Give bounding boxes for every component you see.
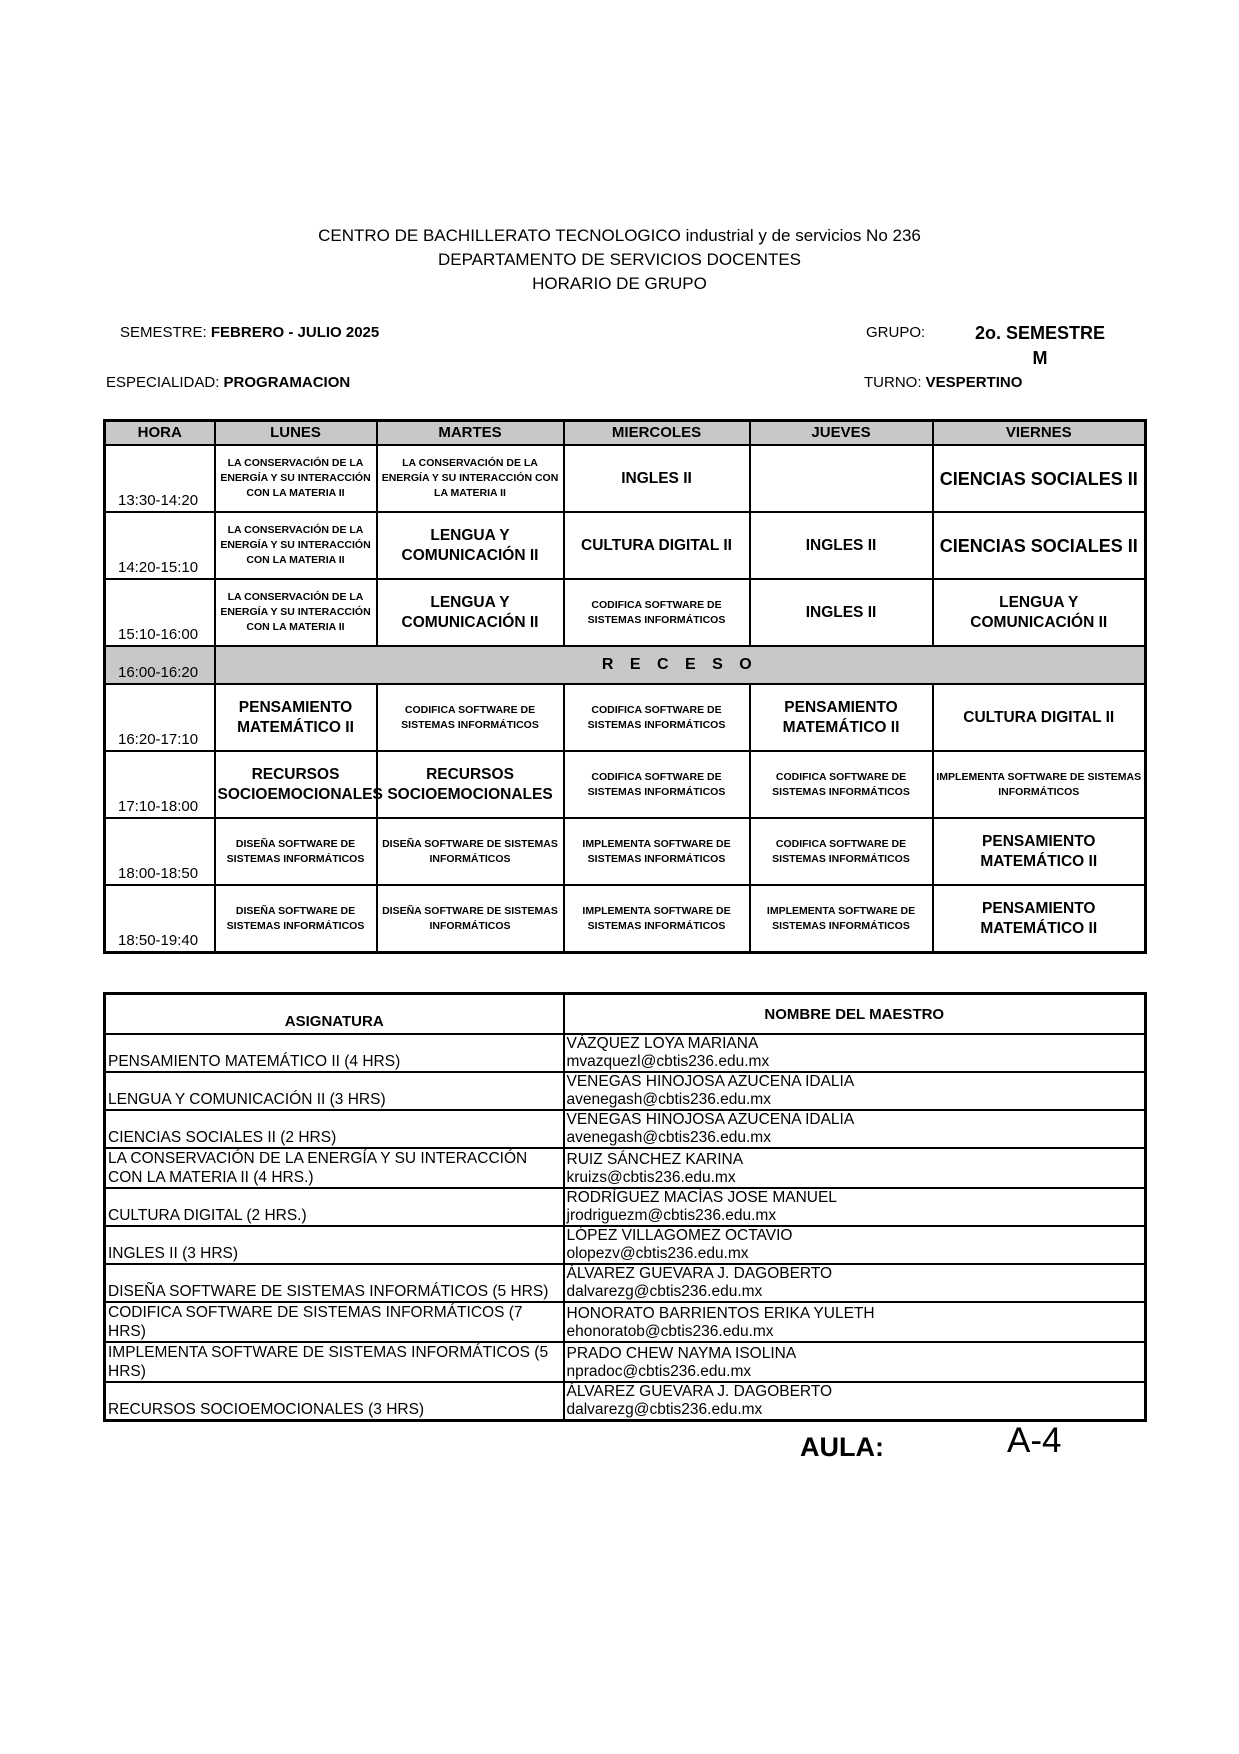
semestre-value: FEBRERO - JULIO 2025 [210,324,380,341]
teacher-cell [564,1382,1146,1421]
class-cell: CODIFICA SOFTWARE DE SISTEMAS INFORMÁTICOS [750,818,933,885]
header-line-2: DEPARTAMENTO DE SERVICIOS DOCENTES [437,250,802,269]
teacher-email: avenegash@cbtis236.edu.mx [566,1129,771,1146]
teacher-name: VENEGAS HINOJOSA AZUCENA IDALIA [566,1111,855,1128]
subject-name: LENGUA Y COMUNICACIÓN II (3 HRS) [105,1072,564,1110]
class-cell: CODIFICA SOFTWARE DE SISTEMAS INFORMÁTICOS [564,579,750,646]
recess-label: R E C E S O [215,646,1146,684]
class-cell: LA CONSERVACIÓN DE LA ENERGÍA Y SU INTERACCIÓN CON LA MATERIA II [215,579,377,646]
semestre-field [120,324,379,342]
class-cell: CIENCIAS SOCIALES II [933,445,1146,512]
teacher-email: npradoc@cbtis236.edu.mx [566,1363,752,1380]
grupo-letter: M [1032,348,1048,368]
class-cell: CIENCIAS SOCIALES II [933,512,1146,579]
class-cell: PENSAMIENTO MATEMÁTICO II [215,684,377,751]
schedule-row [105,512,1146,579]
schedule-row [105,684,1146,751]
turno-field [864,374,1022,392]
subject-name: CIENCIAS SOCIALES II (2 HRS) [105,1110,564,1148]
teacher-email: ehonoratob@cbtis236.edu.mx [566,1323,774,1340]
teacher-cell [564,1148,1146,1188]
subject-name: DISEÑA SOFTWARE DE SISTEMAS INFORMÁTICOS (5 HRS) [105,1264,564,1302]
subject-row [105,1342,1146,1382]
subject-row [105,1302,1146,1342]
grupo-value: 2o. SEMESTRE [974,323,1106,343]
class-cell: LA CONSERVACIÓN DE LA ENERGÍA Y SU INTERACCIÓN CON LA MATERIA II [215,445,377,512]
especialidad-field [106,374,350,392]
class-cell: PENSAMIENTO MATEMÁTICO II [750,684,933,751]
header-miercoles: MIERCOLES [564,421,750,446]
schedule-header-row [105,421,1146,446]
class-cell: INGLES II [750,579,933,646]
header-hora: HORA [105,421,215,446]
teacher-email: avenegash@cbtis236.edu.mx [566,1091,771,1108]
class-cell: INGLES II [750,512,933,579]
header-martes: MARTES [377,421,564,446]
aula-label: AULA: [800,1432,884,1462]
subject-row [105,1148,1146,1188]
subject-row [105,1382,1146,1421]
teacher-name: HONORATO BARRIENTOS ERIKA YULETH [566,1305,875,1322]
teacher-email: kruizs@cbtis236.edu.mx [566,1169,736,1186]
class-cell: LENGUA Y COMUNICACIÓN II [933,579,1146,646]
time-slot: 17:10-18:00 [105,751,215,818]
time-slot: 18:00-18:50 [105,818,215,885]
semestre-label: SEMESTRE: [120,324,207,341]
teacher-name: ÁLVAREZ GUEVARA J. DAGOBERTO [566,1265,833,1282]
time-slot: 14:20-15:10 [105,512,215,579]
teacher-name: RODRÍGUEZ MACÍAS JOSE MANUEL [566,1189,837,1206]
subject-name: PENSAMIENTO MATEMÁTICO II (4 HRS) [105,1034,564,1072]
recess-time: 16:00-16:20 [105,646,215,684]
class-cell: DISEÑA SOFTWARE DE SISTEMAS INFORMÁTICOS [215,885,377,953]
header-line-1: CENTRO DE BACHILLERATO TECNOLOGICO industrial y de servicios No 236 [318,226,921,245]
teacher-name: RUIZ SÁNCHEZ KARINA [566,1151,744,1168]
class-cell: CODIFICA SOFTWARE DE SISTEMAS INFORMÁTICOS [750,751,933,818]
schedule-row [105,885,1146,953]
aula-value: A-4 [1007,1421,1062,1460]
teacher-name: PRADO CHEW NAYMA ISOLINA [566,1345,797,1362]
teacher-email: mvazquezl@cbtis236.edu.mx [566,1053,770,1070]
class-cell: IMPLEMENTA SOFTWARE DE SISTEMAS INFORMÁTICOS [750,885,933,953]
time-slot: 16:20-17:10 [105,684,215,751]
class-cell: PENSAMIENTO MATEMÁTICO II [933,885,1146,953]
class-cell: IMPLEMENTA SOFTWARE DE SISTEMAS INFORMÁTICOS [564,885,750,953]
teacher-email: jrodriguezm@cbtis236.edu.mx [566,1207,777,1224]
subjects-header-row [105,994,1146,1035]
schedule-row [105,579,1146,646]
schedule-table [103,419,1147,954]
class-cell [750,445,933,512]
class-cell: IMPLEMENTA SOFTWARE DE SISTEMAS INFORMÁTICOS [564,818,750,885]
schedule-row [105,751,1146,818]
class-cell: CODIFICA SOFTWARE DE SISTEMAS INFORMÁTICOS [377,684,564,751]
class-cell: CODIFICA SOFTWARE DE SISTEMAS INFORMÁTICOS [564,684,750,751]
class-cell: PENSAMIENTO MATEMÁTICO II [933,818,1146,885]
subject-name: RECURSOS SOCIOEMOCIONALES (3 HRS) [105,1382,564,1421]
time-slot: 18:50-19:40 [105,885,215,953]
class-cell: LENGUA Y COMUNICACIÓN II [377,512,564,579]
teacher-cell [564,1072,1146,1110]
recess-row [105,646,1146,684]
teacher-name: LÓPEZ VILLAGOMEZ OCTAVIO [566,1227,793,1244]
class-cell: RECURSOS SOCIOEMOCIONALES [377,751,564,818]
subjects-table [103,992,1147,1422]
header-viernes: VIERNES [933,421,1146,446]
class-cell: CULTURA DIGITAL II [933,684,1146,751]
subject-name: CULTURA DIGITAL (2 HRS.) [105,1188,564,1226]
turno-label: TURNO: [864,374,922,391]
class-cell: LA CONSERVACIÓN DE LA ENERGÍA Y SU INTERACCIÓN CON LA MATERIA II [215,512,377,579]
especialidad-value: PROGRAMACION [223,374,351,391]
class-cell: DISEÑA SOFTWARE DE SISTEMAS INFORMÁTICOS [215,818,377,885]
class-cell: IMPLEMENTA SOFTWARE DE SISTEMAS INFORMÁTICOS [933,751,1146,818]
teacher-cell [564,1226,1146,1264]
turno-value: VESPERTINO [925,374,1023,391]
class-cell: DISEÑA SOFTWARE DE SISTEMAS INFORMÁTICOS [377,885,564,953]
especialidad-label: ESPECIALIDAD: [106,374,220,391]
teacher-email: dalvarezg@cbtis236.edu.mx [566,1283,763,1300]
subject-row [105,1110,1146,1148]
class-cell: INGLES II [564,445,750,512]
header-lunes: LUNES [215,421,377,446]
teacher-name: ÁLVAREZ GUEVARA J. DAGOBERTO [566,1383,833,1400]
time-slot: 15:10-16:00 [105,579,215,646]
teacher-cell [564,1264,1146,1302]
schedule-row [105,818,1146,885]
class-cell: RECURSOS SOCIOEMOCIONALES [215,751,377,818]
teacher-cell [564,1188,1146,1226]
teacher-cell [564,1342,1146,1382]
subject-name: CODIFICA SOFTWARE DE SISTEMAS INFORMÁTICOS (7 HRS) [105,1302,564,1342]
subject-row [105,1226,1146,1264]
header-asignatura: ASIGNATURA [105,994,564,1035]
class-cell: LENGUA Y COMUNICACIÓN II [377,579,564,646]
grupo-label: GRUPO: [866,324,926,341]
subject-name: LA CONSERVACIÓN DE LA ENERGÍA Y SU INTERACCIÓN CON LA MATERIA II (4 HRS.) [105,1148,564,1188]
header-jueves: JUEVES [750,421,933,446]
teacher-cell [564,1110,1146,1148]
teacher-email: olopezv@cbtis236.edu.mx [566,1245,749,1262]
subject-name: IMPLEMENTA SOFTWARE DE SISTEMAS INFORMÁTICOS (5 HRS) [105,1342,564,1382]
class-cell: CODIFICA SOFTWARE DE SISTEMAS INFORMÁTICOS [564,751,750,818]
subject-row [105,1034,1146,1072]
schedule-row [105,445,1146,512]
teacher-name: VÁZQUEZ LOYA MARIANA [566,1035,759,1052]
subject-row [105,1072,1146,1110]
class-cell: LA CONSERVACIÓN DE LA ENERGÍA Y SU INTERACCIÓN CON LA MATERIA II [377,445,564,512]
subject-row [105,1264,1146,1302]
teacher-cell [564,1034,1146,1072]
header-nombre-maestro: NOMBRE DEL MAESTRO [564,994,1146,1035]
subject-name: INGLES II (3 HRS) [105,1226,564,1264]
teacher-name: VENEGAS HINOJOSA AZUCENA IDALIA [566,1073,855,1090]
class-cell: CULTURA DIGITAL II [564,512,750,579]
subject-row [105,1188,1146,1226]
time-slot: 13:30-14:20 [105,445,215,512]
class-cell: DISEÑA SOFTWARE DE SISTEMAS INFORMÁTICOS [377,818,564,885]
header-line-3: HORARIO DE GRUPO [532,274,707,293]
teacher-cell [564,1302,1146,1342]
teacher-email: dalvarezg@cbtis236.edu.mx [566,1401,763,1418]
